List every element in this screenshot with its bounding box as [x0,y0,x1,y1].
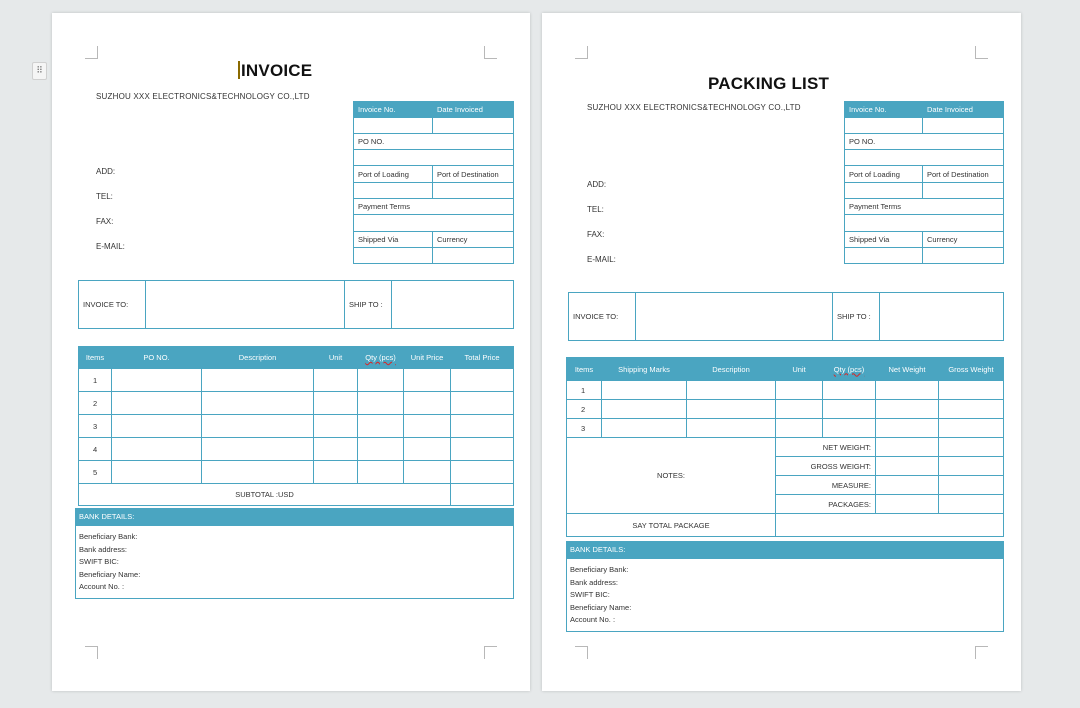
contact-tel: TEL: [587,205,604,214]
col-header: Gross Weight [939,358,1004,381]
drag-handle-icon[interactable]: ⠿ [32,62,47,80]
cell[interactable] [602,419,687,438]
bank-details-box [75,526,514,599]
cell[interactable] [602,400,687,419]
cell[interactable] [202,438,314,461]
cell[interactable] [939,457,1004,476]
cell[interactable] [358,415,404,438]
cell[interactable] [451,461,514,484]
table-row [79,461,514,484]
info-cell[interactable] [923,183,1004,199]
info-currency-label: Currency [923,232,1004,248]
contact-block [587,180,616,280]
page-title[interactable]: INVOICE [238,61,312,81]
cell[interactable] [112,461,202,484]
invoice-to-field[interactable] [146,281,345,329]
info-date-label: Date Invoiced [923,102,1004,118]
table-row [567,381,1004,400]
cell[interactable] [876,476,939,495]
cell[interactable] [687,381,776,400]
col-header: Items [567,358,602,381]
cell[interactable] [823,381,876,400]
ship-to-field[interactable] [392,281,514,329]
contact-block [96,167,125,267]
col-header: PO NO. [112,347,202,369]
cell[interactable] [876,381,939,400]
cell[interactable] [939,438,1004,457]
cell[interactable] [776,400,823,419]
cell[interactable] [202,369,314,392]
cell[interactable] [776,419,823,438]
cell[interactable] [451,369,514,392]
col-header: Qty (pcs) [358,347,404,369]
info-cell[interactable] [845,118,923,134]
table-row [79,369,514,392]
contact-fax: FAX: [587,230,605,239]
row-number: 2 [79,392,112,415]
info-cell[interactable] [923,118,1004,134]
table-row [79,392,514,415]
summary-net-weight-label: NET WEIGHT: [776,438,876,457]
invoice-items-table [78,346,514,506]
cell[interactable] [358,438,404,461]
margin-corner-mark [85,646,98,659]
margin-corner-mark [575,46,588,59]
packing-info-table [844,101,1004,264]
col-header: Total Price [451,347,514,369]
cell[interactable] [314,461,358,484]
cell[interactable] [876,457,939,476]
info-invoice-no-label: Invoice No. [845,102,923,118]
cell[interactable] [314,438,358,461]
cell[interactable] [687,419,776,438]
cell[interactable] [876,495,939,514]
col-header: Qty (pcs) [823,358,876,381]
cell[interactable] [404,415,451,438]
bank-details-header: BANK DETAILS: [566,541,1004,559]
contact-email: E-MAIL: [96,242,125,251]
cell[interactable] [939,495,1004,514]
cell[interactable] [404,392,451,415]
col-header: Unit [776,358,823,381]
cell[interactable] [112,369,202,392]
table-row [79,438,514,461]
info-cell[interactable] [354,150,514,166]
invoice-to-field[interactable] [636,293,833,341]
info-po-label: PO NO. [845,134,1004,150]
info-cell[interactable] [845,215,1004,232]
ship-to-label: SHIP TO : [345,281,392,329]
contact-fax: FAX: [96,217,114,226]
col-header: Description [202,347,314,369]
invoice-info-table [353,101,514,264]
subtotal-value[interactable] [451,484,514,506]
subtotal-label: SUBTOTAL :USD [79,484,451,506]
cell[interactable] [112,438,202,461]
info-cell[interactable] [845,248,923,264]
col-header: Shipping Marks [602,358,687,381]
row-number: 3 [567,419,602,438]
col-header: Description [687,358,776,381]
summary-packages-label: PACKAGES: [776,495,876,514]
cell[interactable] [823,419,876,438]
cell[interactable] [404,438,451,461]
margin-corner-mark [85,46,98,59]
cell[interactable] [939,381,1004,400]
invoice-to-ship-to-table [78,280,514,329]
say-total-package-field[interactable] [776,514,1004,537]
packing-list-page [542,13,1021,691]
cell[interactable] [451,392,514,415]
contact-address: ADD: [587,180,607,189]
info-cell[interactable] [354,118,433,134]
row-number: 3 [79,415,112,438]
info-cell[interactable] [433,248,514,264]
cell[interactable] [202,461,314,484]
row-number: 4 [79,438,112,461]
info-port-destination-label: Port of Destination [433,166,514,183]
packing-items-table [566,357,1004,537]
info-port-destination-label: Port of Destination [923,166,1004,183]
cell[interactable] [404,369,451,392]
cell[interactable] [823,400,876,419]
bank-beneficiary-name: Beneficiary Name: [79,569,141,579]
invoice-to-ship-to-table [568,292,1004,341]
cell[interactable] [451,438,514,461]
info-payment-terms-label: Payment Terms [845,199,1004,215]
cell[interactable] [876,400,939,419]
cell[interactable] [314,369,358,392]
info-po-label: PO NO. [354,134,514,150]
col-header: Net Weight [876,358,939,381]
cell[interactable] [876,419,939,438]
col-header: Unit [314,347,358,369]
ship-to-label: SHIP TO : [833,293,880,341]
margin-corner-mark [484,46,497,59]
info-invoice-no-label: Invoice No. [354,102,433,118]
info-cell[interactable] [433,118,514,134]
bank-address: Bank address: [79,544,127,554]
cell[interactable] [202,415,314,438]
margin-corner-mark [975,646,988,659]
bank-beneficiary-name: Beneficiary Name: [570,602,632,612]
row-number: 1 [567,381,602,400]
cell[interactable] [112,392,202,415]
info-shipped-via-label: Shipped Via [354,232,433,248]
summary-gross-weight-label: GROSS WEIGHT: [776,457,876,476]
cell[interactable] [687,400,776,419]
margin-corner-mark [575,646,588,659]
info-port-loading-label: Port of Loading [354,166,433,183]
cell[interactable] [939,400,1004,419]
info-cell[interactable] [845,183,923,199]
cell[interactable] [404,461,451,484]
invoice-to-label: INVOICE TO: [79,281,146,329]
bank-address: Bank address: [570,577,618,587]
cell[interactable] [876,438,939,457]
cell[interactable] [358,392,404,415]
info-payment-terms-label: Payment Terms [354,199,514,215]
info-cell[interactable] [354,215,514,232]
bank-account-no: Account No. : [79,582,125,591]
cell[interactable] [602,381,687,400]
bank-details-header: BANK DETAILS: [75,508,514,526]
company-name: SUZHOU XXX ELECTRONICS&TECHNOLOGY CO.,LTD [587,103,801,112]
cell[interactable] [358,461,404,484]
bank-details-box [566,559,1004,632]
info-cell[interactable] [433,183,514,199]
contact-address: ADD: [96,167,116,176]
bank-account-no: Account No. : [570,615,616,624]
table-row [567,400,1004,419]
info-date-label: Date Invoiced [433,102,514,118]
table-row [79,415,514,438]
info-shipped-via-label: Shipped Via [845,232,923,248]
col-header: Unit Price [404,347,451,369]
cell[interactable] [451,415,514,438]
company-name: SUZHOU XXX ELECTRONICS&TECHNOLOGY CO.,LTD [96,92,310,101]
cell[interactable] [314,392,358,415]
row-number: 5 [79,461,112,484]
cell[interactable] [314,415,358,438]
col-header: Items [79,347,112,369]
summary-measure-label: MEASURE: [776,476,876,495]
invoice-to-label: INVOICE TO: [569,293,636,341]
bank-beneficiary-bank: Beneficiary Bank: [79,532,138,541]
say-total-package-label: SAY TOTAL PACKAGE [567,514,776,537]
cell[interactable] [939,476,1004,495]
margin-corner-mark [975,46,988,59]
row-number: 1 [79,369,112,392]
page-title[interactable]: PACKING LIST [708,74,830,93]
cell[interactable] [358,369,404,392]
invoice-page [52,13,530,691]
bank-beneficiary-bank: Beneficiary Bank: [570,565,629,574]
ship-to-field[interactable] [880,293,1004,341]
info-port-loading-label: Port of Loading [845,166,923,183]
info-cell[interactable] [923,248,1004,264]
info-cell[interactable] [354,183,433,199]
info-cell[interactable] [354,248,433,264]
cell[interactable] [776,381,823,400]
bank-swift: SWIFT BIC: [79,557,119,566]
bank-swift: SWIFT BIC: [570,590,610,599]
cell[interactable] [202,392,314,415]
info-cell[interactable] [845,150,1004,166]
table-row [567,419,1004,438]
cell[interactable] [112,415,202,438]
contact-tel: TEL: [96,192,113,201]
cell[interactable] [939,419,1004,438]
row-number: 2 [567,400,602,419]
info-currency-label: Currency [433,232,514,248]
contact-email: E-MAIL: [587,255,616,264]
notes-label: NOTES: [567,438,776,514]
margin-corner-mark [484,646,497,659]
text-cursor [238,61,240,79]
